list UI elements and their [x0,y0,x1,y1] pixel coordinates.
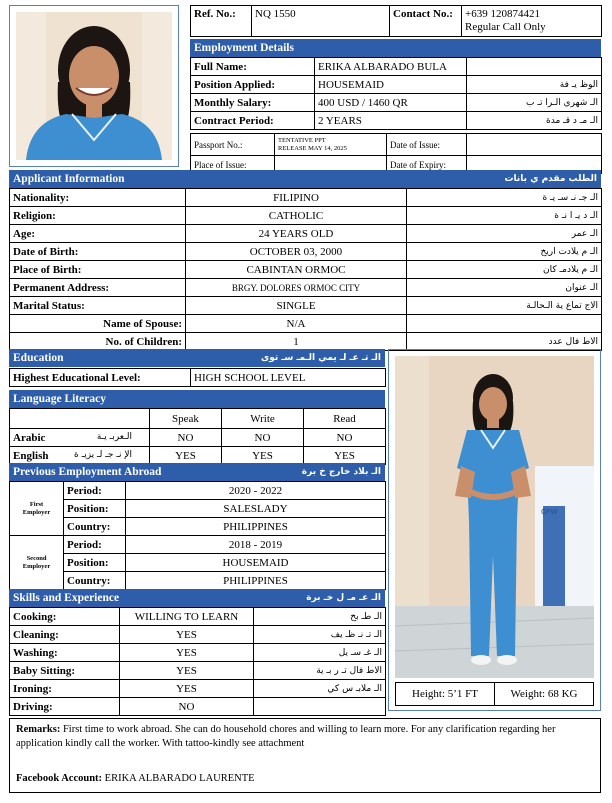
employment-row [191,76,602,94]
applicant-value: CATHOLIC [186,207,407,225]
previous-employment-section [9,463,385,590]
skill-arabic [254,698,386,716]
previous-title: Previous Employment Abroad [13,466,162,478]
applicant-row [10,243,602,261]
contact-value [462,6,602,37]
skills-header [9,589,385,607]
language-label: Arabic [13,431,46,444]
skill-label: Ironing: [10,680,120,698]
employer-label: Position: [64,554,126,572]
language-title: Language Literacy [13,393,106,405]
language-header [9,390,385,408]
applicant-label: No. of Children: [10,333,186,351]
employment-arabic: الـ مـ د قـ مدة [467,112,602,130]
language-read: NO [304,429,386,447]
skill-arabic: الـ غـ سـ يل [254,644,386,662]
skill-value: YES [120,662,254,680]
applicant-arabic: الـ م يلادت اريخ [407,243,602,261]
previous-header [9,463,385,481]
applicant-value: OCTOBER 03, 2000 [186,243,407,261]
facebook-value: ERIKA ALBARADO LAURENTE [104,773,255,784]
applicant-row [10,333,602,351]
applicant-row [10,189,602,207]
previous-row [10,536,386,554]
language-row [10,447,386,465]
language-col-header: Speak [150,409,222,429]
skill-label: Cooking: [10,608,120,626]
skill-label: Cleaning: [10,626,120,644]
skill-row [10,644,386,662]
applicant-label: Age: [10,225,186,243]
applicant-value: BRGY. DOLORES ORMOC CITY [186,279,407,297]
applicant-row [10,297,602,315]
employer-name-line: Second [26,554,47,562]
language-table [9,408,386,465]
employment-section [190,39,601,174]
facebook-label: Facebook Account: [16,773,103,784]
employment-arabic: الـ شهري الـرا تـ ب [467,94,602,112]
previous-row [10,500,386,518]
applicant-label: Date of Birth: [10,243,186,261]
applicant-arabic: الاط فال عدد [407,333,602,351]
applicant-value: SINGLE [186,297,407,315]
applicant-section [9,170,601,351]
language-label: English [13,449,49,462]
education-value: HIGH SCHOOL LEVEL [191,369,386,387]
skill-label: Baby Sitting: [10,662,120,680]
measurements [395,682,594,706]
employer-label: Period: [64,536,126,554]
applicant-row [10,315,602,333]
headshot-frame [9,5,179,167]
employment-title: Employment Details [194,42,294,54]
education-title: Education [13,352,64,364]
skills-table [9,607,386,716]
skill-row [10,680,386,698]
skill-value: YES [120,644,254,662]
applicant-arabic: الـ د يـ ا نـ ة [407,207,602,225]
skill-row [10,662,386,680]
skill-row [10,608,386,626]
education-header [9,349,385,367]
banner-text: OFW [541,508,558,516]
language-arabic: الإ نـ جـ لـ يزيـ ة [74,449,132,460]
applicant-label: Name of Spouse: [10,315,186,333]
applicant-arabic: الاج تماع ية الـحالـة [407,297,602,315]
skills-title: Skills and Experience [13,592,120,604]
applicant-value: 1 [186,333,407,351]
education-table [9,368,386,387]
weight-value: Weight: 68 KG [510,688,578,700]
skill-row [10,698,386,716]
previous-row [10,518,386,536]
employment-label: Monthly Salary: [191,94,315,112]
language-row [10,429,386,447]
language-col-header: Write [222,409,304,429]
language-label-cell [10,429,150,447]
ref-label: Ref. No.: [191,6,252,37]
previous-row [10,482,386,500]
applicant-row [10,279,602,297]
education-section [9,349,385,387]
passport-label: Passport No.: [191,134,275,156]
skill-arabic: الـ تـ نـ ظـ يف [254,626,386,644]
previous-row [10,572,386,590]
employer-name [10,536,64,590]
date-expiry-label: Date of Expiry: [387,156,467,174]
applicant-arabic: الـ عنوان [407,279,602,297]
contact-note: Regular Call Only [465,21,546,33]
employer-value: 2020 - 2022 [126,482,386,500]
employment-header [190,39,601,57]
language-read: YES [304,447,386,465]
passport-value-line: RELEASE MAY 14, 2025 [278,144,347,152]
language-write: NO [222,429,304,447]
applicant-label: Nationality: [10,189,186,207]
employment-value: 2 YEARS [315,112,467,130]
headshot-photo [16,12,172,160]
applicant-value: 24 YEARS OLD [186,225,407,243]
applicant-arabic [407,315,602,333]
language-corner [10,409,150,429]
full-body-frame [388,349,601,711]
education-title-arabic: الـ تـ عـ لـ يمي الـمـ سـ توى [261,353,381,363]
employment-value: 400 USD / 1460 QR [315,94,467,112]
applicant-arabic: الـ عمر [407,225,602,243]
language-write: YES [222,447,304,465]
passport-table [190,133,602,174]
language-speak: NO [150,429,222,447]
employer-name-line: Employer [22,562,51,570]
ref-value: NQ 1550 [252,6,390,37]
place-issue-label: Place of Issue: [191,156,275,174]
previous-title-arabic: الـ بلاد خارج خ برة [301,467,381,477]
employment-arabic: الوظ يـ فة [467,76,602,94]
applicant-row [10,207,602,225]
full-body-photo [395,356,594,678]
skill-value: YES [120,680,254,698]
employment-value: HOUSEMAID [315,76,467,94]
employer-label: Period: [64,482,126,500]
skill-value: NO [120,698,254,716]
employment-label: Position Applied: [191,76,315,94]
employer-label: Country: [64,572,126,590]
employer-value: SALESLADY [126,500,386,518]
applicant-value: FILIPINO [186,189,407,207]
language-col-header: Read [304,409,386,429]
contact-number: +639 120874421 [465,8,540,20]
remarks-box [9,718,601,793]
skill-value: WILLING TO LEARN [120,608,254,626]
applicant-value: CABINTAN ORMOC [186,261,407,279]
date-issue-value [467,134,602,156]
applicant-row [10,225,602,243]
employment-label: Contract Period: [191,112,315,130]
remarks-text: First time to work abroad. She can do household chores and willing to learn more. For any clarification regarding her application kindly call the worker. With tattoo-kindly see attachment [16,724,556,749]
employer-value: PHILIPPINES [126,518,386,536]
employer-label: Country: [64,518,126,536]
skill-arabic: الـ طـ بخ [254,608,386,626]
employer-label: Position: [64,500,126,518]
language-speak: YES [150,447,222,465]
applicant-label: Place of Birth: [10,261,186,279]
previous-row [10,554,386,572]
employment-row [191,58,602,76]
education-label: Highest Educational Level: [10,369,191,387]
skill-arabic: الـ ملابـ س كي [254,680,386,698]
employer-value: 2018 - 2019 [126,536,386,554]
applicant-title: Applicant Information [13,173,125,185]
employer-name-line: First [29,500,44,508]
language-section [9,390,385,465]
employment-row [191,94,602,112]
employer-name-line: Employer [22,508,51,516]
date-issue-label: Date of Issue: [387,134,467,156]
employment-arabic [467,58,602,76]
employer-name [10,482,64,536]
previous-table [9,481,386,590]
employment-label: Full Name: [191,58,315,76]
applicant-label: Marital Status: [10,297,186,315]
skill-value: YES [120,626,254,644]
employer-value: PHILIPPINES [126,572,386,590]
facebook [16,772,255,786]
remarks-label: Remarks: [16,724,61,735]
employment-table [190,57,602,130]
skill-label: Driving: [10,698,120,716]
employment-value: ERIKA ALBARADO BULA [315,58,467,76]
passport-value [275,134,387,156]
language-label-cell [10,447,150,465]
skills-section [9,589,385,716]
applicant-header [9,170,601,188]
remarks [16,723,594,751]
height-value: Height: 5’1 FT [396,683,495,705]
skill-arabic: الاط فال تـ ر بـ ية [254,662,386,680]
employer-value: HOUSEMAID [126,554,386,572]
applicant-label: Religion: [10,207,186,225]
skill-row [10,626,386,644]
skill-label: Washing: [10,644,120,662]
employment-row [191,112,602,130]
passport-value-line: TENTATIVE PPT [278,136,326,144]
applicant-table [9,188,602,351]
contact-label: Contact No.: [390,6,462,37]
applicant-row [10,261,602,279]
skills-title-arabic: الـ عـ مـ ل خـ برة [306,593,381,603]
applicant-label: Permanent Address: [10,279,186,297]
language-arabic: الـعربـ يـة [96,431,132,442]
applicant-arabic: الـ م يلادمـ كان [407,261,602,279]
applicant-value: N/A [186,315,407,333]
applicant-title-arabic: الطلب مقدم ي بانات [504,174,597,184]
ref-contact-table [190,5,602,37]
applicant-arabic: الـ جـ نـ سـ يـ ة [407,189,602,207]
